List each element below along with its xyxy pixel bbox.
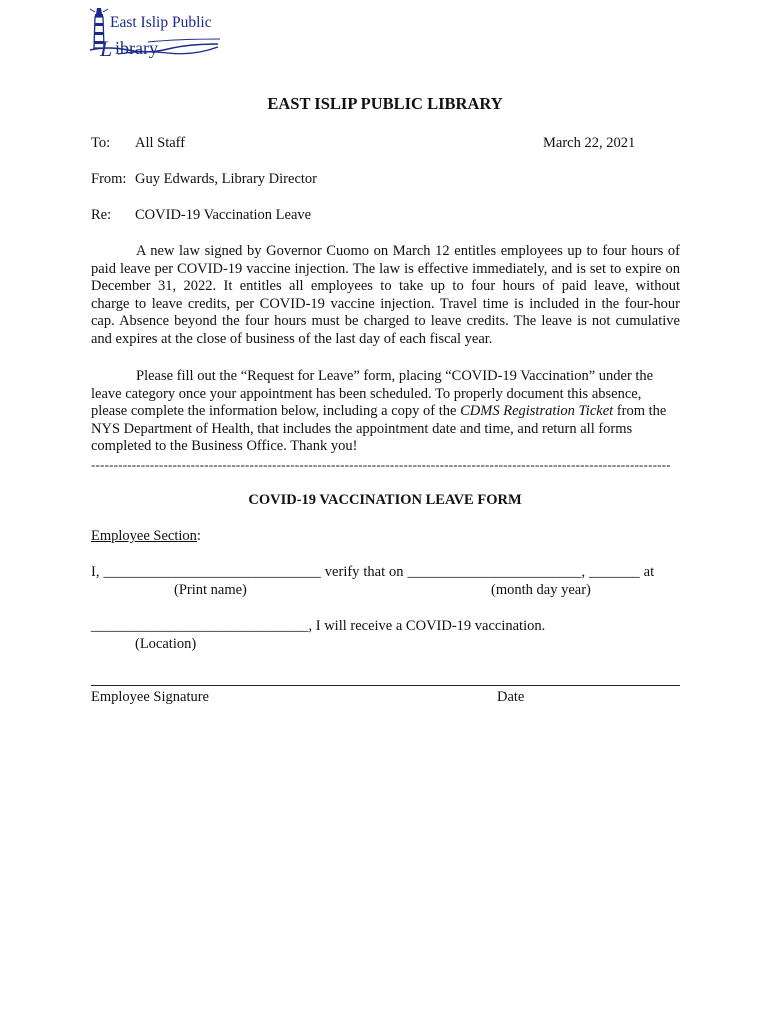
to-value: All Staff <box>135 135 186 151</box>
employee-section-label: Employee Section <box>91 528 197 544</box>
date-caption: (month day year) <box>491 582 591 598</box>
paragraph-line <box>91 403 680 421</box>
employee-section-heading <box>91 528 201 545</box>
paragraph-line: A new law signed by Governor Cuomo on March 12 entitles employees up to four hours of <box>136 243 680 259</box>
paragraph-line: cap. Absence beyond the four hours must be charged to leave credits. The leave is not cumulative <box>91 313 680 330</box>
section-colon: : <box>196 528 201 544</box>
paragraph-line: leave category once your appointment has been scheduled. To properly document this absence, <box>91 385 642 402</box>
signature-line[interactable] <box>91 685 680 686</box>
page-title: EAST ISLIP PUBLIC LIBRARY <box>267 94 503 113</box>
paragraph-line: NYS Department of Health, that includes the appointment date and time, and return all forms <box>91 420 633 437</box>
from-label: From: <box>91 171 127 187</box>
cdms-ticket-reference: CDMS Registration Ticket <box>460 403 614 420</box>
paragraph-line: paid leave per COVID-19 vaccine injection. The law is effective immediately, and is set to expire on <box>91 260 680 277</box>
print-name-caption: (Print name) <box>174 582 247 598</box>
logo-text-bottom: ibrary <box>115 38 158 58</box>
paragraph-line: Please fill out the “Request for Leave” form, placing “COVID-19 Vaccination” under the <box>136 368 654 384</box>
to-label: To: <box>91 135 111 151</box>
library-logo <box>88 6 223 62</box>
location-caption: (Location) <box>135 636 197 652</box>
paragraph-line: charge to leave credits, per COVID-19 vaccine injection. Travel time is included in the four-hour <box>91 295 680 312</box>
body-paragraph-2 <box>91 368 680 456</box>
paragraph-line: completed to the Business Office. Thank you! <box>91 438 358 455</box>
employee-signature-label: Employee Signature <box>91 689 209 705</box>
from-value: Guy Edwards, Library Director <box>135 171 317 187</box>
re-label: Re: <box>91 207 112 223</box>
body-paragraph-1 <box>91 243 680 349</box>
paragraph-line: December 31, 2022. It entitles all employees to take up to four hours of paid leave, without <box>91 278 680 295</box>
verify-line[interactable]: I, ______________________________ verify that on ________________________, _______ at <box>91 564 655 580</box>
re-value: COVID-19 Vaccination Leave <box>135 207 312 223</box>
dashed-separator: -------------------------------------------------------------------------------------------------------------------------------- <box>91 457 671 472</box>
form-title: COVID-19 VACCINATION LEAVE FORM <box>248 492 522 508</box>
paragraph-text: please complete the information below, including a copy of the <box>91 403 461 420</box>
logo-initial: L <box>100 36 113 61</box>
paragraph-text: from the <box>613 403 667 420</box>
signature-date-label: Date <box>497 689 525 705</box>
location-line[interactable]: ______________________________, I will receive a COVID-19 vaccination. <box>91 618 546 634</box>
logo-text-top: East Islip Public <box>110 14 212 31</box>
memo-date: March 22, 2021 <box>543 135 636 151</box>
paragraph-line: and expires at the close of business of the last day of each fiscal year. <box>91 330 493 347</box>
